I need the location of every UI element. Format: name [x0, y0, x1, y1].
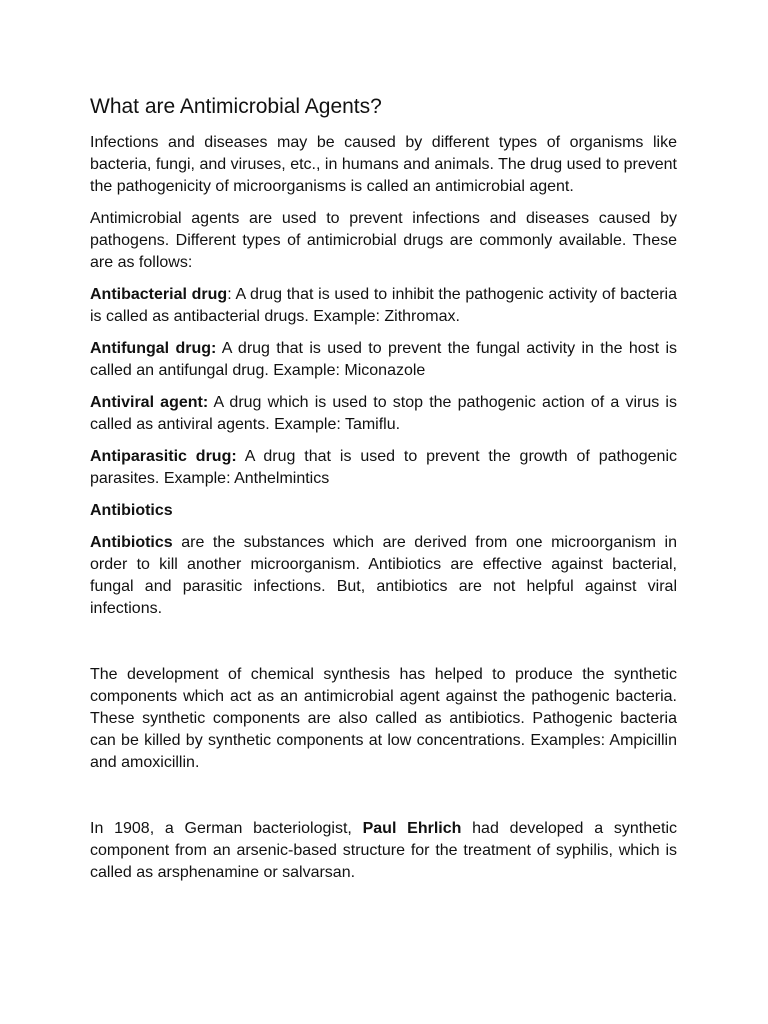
antibacterial-term: Antibacterial drug — [90, 286, 228, 303]
intro-paragraph-1: Infections and diseases may be caused by different types of organisms like bacteria, fungi, and viruses, etc., in humans and animals. The drug used to prevent the pathogenicity of microorganisms is called an antimicrobial agent. — [90, 134, 677, 195]
antibiotics-text: are the substances which are derived from one microorganism in order to kill another microorganism. Antibiotics are effective against bacterial, fungal and parasitic infections. But, antibiotics are not helpful against viral infections. — [90, 534, 677, 617]
antibiotics-paragraph — [90, 532, 677, 620]
antibiotics-term: Antibiotics — [90, 534, 173, 551]
antiparasitic-text: A drug that is used to prevent the growth of pathogenic parasites. Example: Anthelmintics — [90, 448, 678, 487]
ehrlich-text-before: In 1908, a German bacteriologist, — [90, 820, 363, 837]
ehrlich-text-after: had developed a synthetic component from an arsenic-based structure for the treatment of syphilis, which is called as arsphenamine or salvarsan. — [90, 820, 678, 881]
antiparasitic-term: Antiparasitic drug: — [90, 448, 237, 465]
page-title: What are Antimicrobial Agents? — [90, 95, 382, 118]
intro-paragraph-2: Antimicrobial agents are used to prevent infections and diseases caused by pathogens. Different types of antimicrobial drugs are commonly available. These are as follows: — [90, 210, 677, 271]
antiviral-term: Antiviral agent: — [90, 394, 209, 411]
document-page — [90, 92, 677, 894]
spacer — [90, 630, 677, 664]
spacer — [90, 784, 677, 818]
antifungal-text: A drug that is used to prevent the fungal activity in the host is called an antifungal drug. Example: Miconazole — [90, 340, 677, 379]
antiparasitic-paragraph — [90, 446, 677, 490]
antiviral-paragraph — [90, 392, 677, 436]
antifungal-term: Antifungal drug: — [90, 340, 217, 357]
antifungal-paragraph — [90, 338, 677, 382]
ehrlich-paragraph — [90, 818, 677, 884]
antibacterial-paragraph — [90, 284, 677, 328]
ehrlich-name: Paul Ehrlich — [362, 820, 462, 837]
synthesis-paragraph: The development of chemical synthesis has helped to produce the synthetic components which act as an antimicrobial agent against the pathogenic bacteria. These synthetic components are also called as antibiotics. Pathogenic bacteria can be killed by synthetic components at low concentrations. Examples: Ampicillin and amoxicillin. — [90, 666, 677, 771]
antiviral-text: A drug which is used to stop the pathogenic action of a virus is called as antiviral agents. Example: Tamiflu. — [90, 394, 677, 433]
antibiotics-heading: Antibiotics — [90, 502, 173, 519]
antibacterial-text: : A drug that is used to inhibit the pathogenic activity of bacteria is called as antibacterial drugs. Example: Zithromax. — [90, 286, 678, 325]
